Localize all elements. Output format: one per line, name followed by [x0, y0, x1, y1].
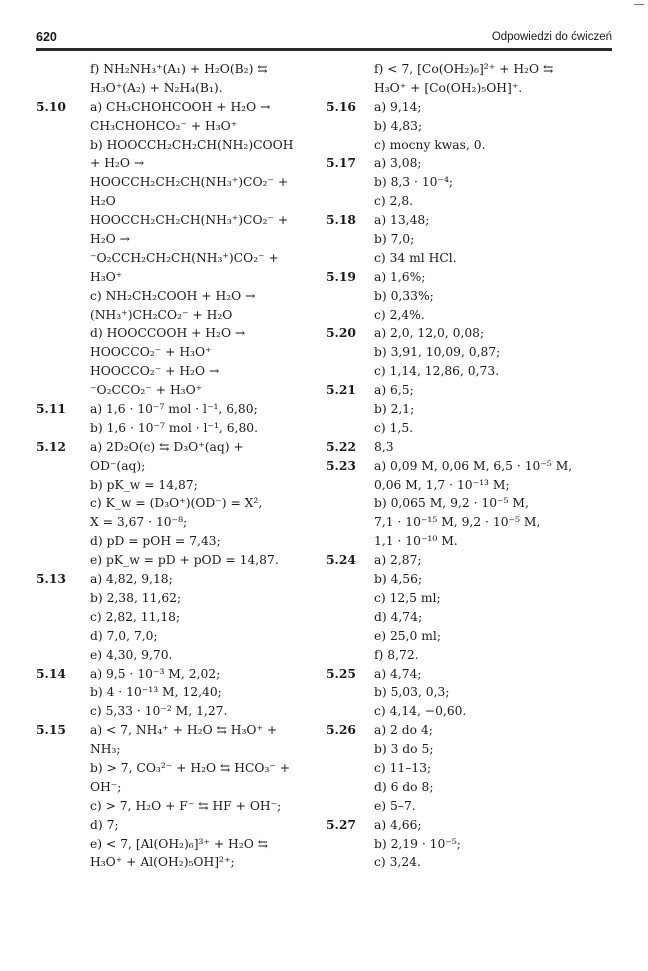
- answer-line: [36, 551, 332, 570]
- answer-text: c) 1,14, 12,86, 0,73.: [374, 364, 500, 379]
- answer-line: [330, 249, 620, 268]
- answer-text: b) 1,6 · 10⁻⁷ mol · l⁻¹, 6,80.: [90, 420, 259, 435]
- answer-line: [36, 98, 332, 117]
- answer-line: [330, 343, 620, 362]
- answer-text: b) 3 do 5;: [374, 742, 434, 757]
- answer-line: [330, 778, 620, 797]
- answer-line: [326, 665, 620, 684]
- answer-line: [326, 438, 620, 457]
- answer-text: a) 2,0, 12,0, 0,08;: [374, 326, 485, 341]
- answer-line: [36, 853, 332, 872]
- answer-line: [36, 343, 332, 362]
- exercise-number: 5.10: [36, 98, 66, 114]
- answer-text: d) 4,74;: [374, 609, 423, 624]
- answer-text: a) 6,5;: [374, 383, 414, 398]
- answer-text: a) 9,5 · 10⁻³ M, 2,02;: [90, 666, 221, 681]
- answer-text: c) 2,82, 11,18;: [90, 609, 181, 624]
- answer-text: e) pK_w = pD + pOD = 14,87.: [90, 553, 279, 568]
- answer-line: [326, 816, 620, 835]
- exercise-number: 5.17: [326, 155, 356, 171]
- answer-text: H₃O⁺ + [Co(OH₂)₅OH]⁺.: [374, 80, 523, 95]
- answer-line: [330, 853, 620, 872]
- answer-line: [330, 79, 620, 98]
- answer-line: [326, 98, 620, 117]
- answer-line: [326, 551, 620, 570]
- answer-text: a) 0,09 M, 0,06 M, 6,5 · 10⁻⁵ M,: [374, 458, 573, 473]
- answer-text: b) pK_w = 14,87;: [90, 477, 198, 492]
- answer-line: [36, 438, 332, 457]
- answer-line: [36, 249, 332, 268]
- answer-text: b) 2,1;: [374, 402, 415, 417]
- answer-text: d) 6 do 8;: [374, 779, 434, 794]
- answer-line: [330, 797, 620, 816]
- answer-text: H₂O →: [90, 232, 130, 247]
- answer-line: [36, 627, 332, 646]
- answer-line: [36, 513, 332, 532]
- answer-text: 7,1 · 10⁻¹⁵ M, 9,2 · 10⁻⁵ M,: [374, 515, 541, 530]
- answer-line: [326, 324, 620, 343]
- answer-text: b) 2,19 · 10⁻⁵;: [374, 836, 461, 851]
- answer-text: c) 2,8.: [374, 194, 414, 209]
- answer-line: [330, 287, 620, 306]
- exercise-number: 5.19: [326, 268, 356, 284]
- answer-line: [326, 211, 620, 230]
- answer-line: [36, 683, 332, 702]
- page-number: 620: [36, 30, 57, 44]
- answer-text: f) < 7, [Co(OH₂)₆]²⁺ + H₂O ⇆: [374, 62, 554, 76]
- answer-line: [330, 835, 620, 854]
- answer-text: b) 2,38, 11,62;: [90, 590, 182, 605]
- answer-text: d) 7;: [90, 817, 119, 832]
- answer-line: [36, 324, 332, 343]
- answer-line: [330, 136, 620, 155]
- answer-text: c) 3,24.: [374, 855, 421, 870]
- answer-text: HOOCCH₂CH₂CH(NH₃⁺)CO₂⁻ +: [90, 175, 289, 190]
- answer-text: b) 4,56;: [374, 572, 423, 587]
- answer-text: e) 4,30, 9,70.: [90, 647, 173, 662]
- right-answer-column: [326, 60, 620, 872]
- answer-text: a) < 7, NH₄⁺ + H₂O ⇆ H₃O⁺ +: [90, 723, 278, 738]
- answer-text: b) 4 · 10⁻¹³ M, 12,40;: [90, 685, 222, 700]
- answer-text: c) K_w = (D₃O⁺)(OD⁻) = X²,: [90, 496, 263, 511]
- exercise-number: 5.14: [36, 665, 66, 681]
- answer-text: a) 1,6%;: [374, 269, 426, 284]
- answer-line: [330, 400, 620, 419]
- answer-line: [330, 627, 620, 646]
- answer-line: [36, 173, 332, 192]
- answer-text: NH₃;: [90, 742, 121, 757]
- answer-text: c) 4,14, −0,60.: [374, 704, 467, 719]
- answer-line: [330, 513, 620, 532]
- answer-line: [36, 816, 332, 835]
- answer-line: [36, 476, 332, 495]
- answer-line: [36, 759, 332, 778]
- answer-line: [36, 79, 332, 98]
- answer-text: a) 13,48;: [374, 213, 430, 228]
- answer-line: [36, 608, 332, 627]
- answer-text: c) 1,5.: [374, 420, 414, 435]
- answer-text: H₃O⁺: [90, 269, 123, 284]
- exercise-number: 5.11: [36, 401, 66, 417]
- answer-line: [36, 381, 332, 400]
- exercise-number: 5.12: [36, 438, 66, 454]
- answer-text: b) 4,83;: [374, 118, 423, 133]
- answer-line: [326, 381, 620, 400]
- answer-line: [36, 117, 332, 136]
- answer-text: OD⁻(aq);: [90, 458, 146, 473]
- answer-line: [36, 740, 332, 759]
- answer-text: b) 8,3 · 10⁻⁴;: [374, 175, 454, 190]
- answer-text: b) 0,065 M, 9,2 · 10⁻⁵ M,: [374, 496, 529, 511]
- answer-text: a) 4,82, 9,18;: [90, 572, 173, 587]
- header-rule: [36, 48, 612, 51]
- scan-artifact: [634, 4, 644, 5]
- answer-line: [36, 419, 332, 438]
- answer-line: [330, 419, 620, 438]
- answer-line: [36, 570, 332, 589]
- answer-line: [330, 173, 620, 192]
- answer-line: [36, 532, 332, 551]
- answer-line: [36, 835, 332, 854]
- answer-text: HOOCCO₂⁻ + H₂O →: [90, 364, 220, 379]
- running-title: Odpowiedzi do ćwiczeń: [491, 31, 612, 43]
- answer-text: c) > 7, H₂O + F⁻ ⇆ HF + OH⁻;: [90, 798, 282, 813]
- answer-text: a) 1,6 · 10⁻⁷ mol · l⁻¹, 6,80;: [90, 402, 258, 417]
- answer-line: [36, 268, 332, 287]
- answer-text: CH₃CHOHCO₂⁻ + H₃O⁺: [90, 118, 238, 133]
- answer-text: a) 9,14;: [374, 99, 422, 114]
- answer-text: d) 7,0, 7,0;: [90, 628, 158, 643]
- exercise-number: 5.27: [326, 816, 356, 832]
- answer-line: [330, 646, 620, 665]
- answer-line: [326, 154, 620, 173]
- answer-text: HOOCCH₂CH₂CH(NH₃⁺)CO₂⁻ +: [90, 213, 289, 228]
- answer-line: [326, 268, 620, 287]
- answer-line: [330, 570, 620, 589]
- answer-line: [330, 362, 620, 381]
- answer-line: [36, 154, 332, 173]
- answer-text: c) 2,4%.: [374, 307, 425, 322]
- answer-line: [36, 136, 332, 155]
- answer-text: a) 4,74;: [374, 666, 422, 681]
- answer-line: [36, 646, 332, 665]
- answer-text: a) 3,08;: [374, 156, 422, 171]
- answer-line: [326, 457, 620, 476]
- exercise-number: 5.18: [326, 212, 356, 228]
- answer-text: b) > 7, CO₃²⁻ + H₂O ⇆ HCO₃⁻ +: [90, 760, 291, 775]
- answer-line: [330, 192, 620, 211]
- answer-line: [36, 778, 332, 797]
- answer-text: c) 11–13;: [374, 760, 432, 775]
- answer-text: + H₂O →: [90, 156, 145, 171]
- answer-text: a) 2 do 4;: [374, 723, 433, 738]
- answer-line: [330, 306, 620, 325]
- answer-line: [36, 721, 332, 740]
- answer-line: [36, 362, 332, 381]
- answer-line: [36, 589, 332, 608]
- answer-line: [36, 60, 332, 79]
- answer-text: H₃O⁺(A₂) + N₂H₄(B₁).: [90, 80, 223, 95]
- answer-line: [36, 494, 332, 513]
- answer-text: b) 3,91, 10,09, 0,87;: [374, 345, 501, 360]
- answer-line: [36, 400, 332, 419]
- answer-line: [36, 287, 332, 306]
- answer-line: [330, 476, 620, 495]
- answer-text: c) 5,33 · 10⁻² M, 1,27.: [90, 704, 228, 719]
- answer-text: c) 34 ml HCl.: [374, 250, 457, 265]
- answer-line: [330, 117, 620, 136]
- answer-text: X = 3,67 · 10⁻⁸;: [90, 515, 188, 530]
- exercise-number: 5.26: [326, 722, 356, 738]
- answer-line: [326, 721, 620, 740]
- answer-line: [330, 60, 620, 79]
- answer-text: f) NH₂NH₃⁺(A₁) + H₂O(B₂) ⇆: [90, 62, 268, 76]
- exercise-number: 5.16: [326, 98, 356, 114]
- exercise-number: 5.23: [326, 457, 356, 473]
- answer-text: a) 4,66;: [374, 817, 422, 832]
- answer-text: b) 0,33%;: [374, 288, 434, 303]
- answer-text: a) CH₃CHOHCOOH + H₂O →: [90, 99, 271, 114]
- answer-text: f) 8,72.: [374, 647, 419, 662]
- exercise-number: 5.13: [36, 571, 66, 587]
- answer-line: [330, 230, 620, 249]
- answer-text: e) 25,0 ml;: [374, 628, 442, 643]
- answer-line: [36, 306, 332, 325]
- answer-text: 1,1 · 10⁻¹⁰ M.: [374, 534, 458, 549]
- answer-text: 8,3: [374, 439, 394, 454]
- left-answer-column: [36, 60, 332, 872]
- answer-line: [36, 797, 332, 816]
- answer-line: [330, 532, 620, 551]
- answer-text: d) HOOCCOOH + H₂O →: [90, 326, 246, 341]
- answer-text: ⁻O₂CCH₂CH₂CH(NH₃⁺)CO₂⁻ +: [90, 250, 279, 265]
- answer-text: 0,06 M, 1,7 · 10⁻¹³ M;: [374, 477, 510, 492]
- answer-line: [36, 230, 332, 249]
- answer-text: a) 2,87;: [374, 553, 422, 568]
- answer-line: [330, 740, 620, 759]
- answer-text: a) 2D₂O(c) ⇆ D₃O⁺(aq) +: [90, 439, 244, 454]
- exercise-number: 5.22: [326, 438, 356, 454]
- answer-line: [36, 702, 332, 721]
- answer-text: d) pD = pOH = 7,43;: [90, 534, 221, 549]
- answer-text: b) 7,0;: [374, 232, 415, 247]
- exercise-number: 5.21: [326, 382, 356, 398]
- answer-line: [330, 608, 620, 627]
- answer-line: [330, 494, 620, 513]
- answer-text: OH⁻;: [90, 779, 122, 794]
- answer-text: H₃O⁺ + Al(OH₂)₅OH]²⁺;: [90, 855, 235, 870]
- answer-text: e) < 7, [Al(OH₂)₆]³⁺ + H₂O ⇆: [90, 836, 268, 851]
- answer-text: ⁻O₂CCO₂⁻ + H₃O⁺: [90, 383, 203, 398]
- answer-line: [36, 665, 332, 684]
- answer-text: e) 5–7.: [374, 798, 416, 813]
- page-header: [0, 0, 648, 60]
- answer-line: [330, 702, 620, 721]
- answer-line: [36, 211, 332, 230]
- answer-line: [36, 457, 332, 476]
- exercise-number: 5.25: [326, 665, 356, 681]
- exercise-number: 5.24: [326, 552, 356, 568]
- answer-line: [330, 683, 620, 702]
- exercise-number: 5.20: [326, 325, 356, 341]
- answer-text: c) NH₂CH₂COOH + H₂O →: [90, 288, 256, 303]
- answer-text: HOOCCO₂⁻ + H₃O⁺: [90, 345, 212, 360]
- answer-line: [36, 192, 332, 211]
- answer-text: c) 12,5 ml;: [374, 590, 441, 605]
- answer-line: [330, 589, 620, 608]
- answer-text: H₂O: [90, 194, 116, 209]
- answer-text: b) HOOCCH₂CH₂CH(NH₂)COOH: [90, 137, 294, 152]
- answer-text: c) mocny kwas, 0.: [374, 137, 486, 152]
- exercise-number: 5.15: [36, 722, 66, 738]
- answer-text: b) 5,03, 0,3;: [374, 685, 450, 700]
- answer-line: [330, 759, 620, 778]
- answer-text: (NH₃⁺)CH₂CO₂⁻ + H₂O: [90, 307, 233, 322]
